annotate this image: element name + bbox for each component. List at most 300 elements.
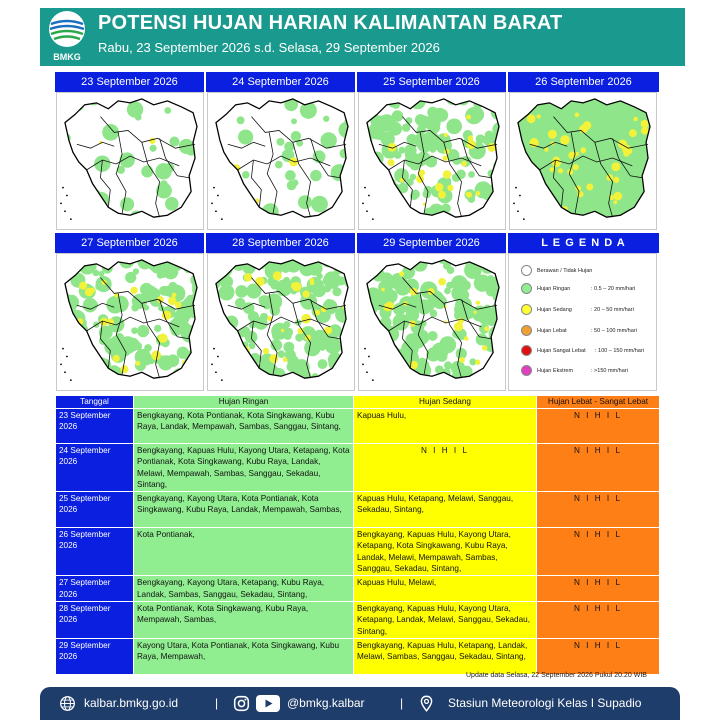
rain-cell-light: [359, 208, 367, 223]
rain-cell-moderate: [552, 158, 561, 167]
table-row: [56, 444, 660, 492]
rain-cell-light: [388, 122, 402, 136]
rain-cell-light: [572, 219, 588, 229]
rain-cell-light: [643, 149, 654, 160]
rain-cell-moderate: [263, 348, 269, 354]
rain-cell-moderate: [419, 170, 425, 176]
row-date: 27 September 2026: [56, 576, 134, 602]
rain-cell-light: [621, 221, 634, 229]
rain-cell-light: [307, 277, 323, 293]
row-sedang: Bengkayang, Kapuas Hulu, Kayong Utara, Ketapang, Landak, Melawi, Sanggau, Sekadau, Sintang,: [354, 601, 537, 638]
legend-swatch: [521, 325, 532, 336]
rain-cell-light: [632, 148, 642, 158]
rain-cell-moderate: [586, 183, 593, 190]
row-sedang: Bengkayang, Kapuas Hulu, Kayong Utara, Ketapang, Kota Singkawang, Kubu Raya, Landak, Melawi, Mempawah, Sambas, Sanggau, Sekadau, Sintang,: [354, 528, 537, 576]
legend-item-name: Hujan Sedang: [537, 307, 572, 313]
rain-cell-light: [363, 109, 369, 115]
rain-cell-light: [394, 151, 402, 159]
map-date-label: 27 September 2026: [55, 233, 204, 253]
rain-cell-light: [524, 123, 531, 130]
rain-cell-light: [607, 223, 616, 229]
table-header-sedang: Hujan Sedang: [354, 396, 537, 409]
rain-cell-light: [208, 93, 219, 100]
rain-cell-moderate: [484, 326, 489, 331]
row-sedang: N I H I L: [354, 444, 537, 492]
rain-cell-light: [388, 97, 399, 108]
page-subtitle: Rabu, 23 September 2026 s.d. Selasa, 29 September 2026: [98, 40, 440, 55]
rain-cell-light: [383, 344, 399, 360]
island-dot: [64, 371, 66, 373]
map-svg: [510, 93, 656, 229]
rain-cell-light: [483, 93, 491, 98]
bmkg-logo: [46, 10, 88, 62]
island-dot: [70, 379, 72, 381]
island-dot: [519, 195, 521, 197]
rain-cell-light: [262, 203, 279, 220]
row-lebat: N I H I L: [537, 638, 660, 674]
rain-cell-moderate: [289, 158, 298, 167]
rain-cell-light: [57, 332, 63, 340]
rain-cell-moderate: [531, 176, 537, 182]
rain-cell-light: [452, 125, 459, 132]
legend-item-name: Hujan Ringan: [537, 286, 571, 292]
rain-cell-light: [224, 258, 234, 268]
rain-cell-light: [238, 129, 253, 144]
rain-cell-light: [359, 380, 370, 390]
rain-cell-moderate: [151, 350, 161, 360]
legend-item-name: Berawan / Tidak Hujan: [537, 268, 593, 274]
rain-cell-light: [152, 222, 158, 228]
rain-cell-light: [235, 285, 248, 298]
rain-cell-light: [290, 220, 298, 228]
rain-cell-moderate: [283, 357, 288, 362]
footer-website[interactable]: kalbar.bmkg.go.id: [84, 696, 179, 710]
rain-cell-light: [360, 254, 367, 260]
rain-cell-light: [156, 183, 172, 199]
table-header-date: Tanggal: [56, 396, 134, 409]
rain-cell-light: [636, 223, 642, 229]
rain-cell-light: [217, 181, 224, 188]
rain-cell-light: [192, 254, 203, 263]
legend-swatch: [521, 365, 532, 376]
rain-cell-light: [475, 218, 491, 229]
rain-cell-light: [359, 369, 367, 377]
rain-cell-moderate: [464, 336, 469, 341]
rain-cell-moderate: [558, 168, 563, 173]
rain-cell-light: [518, 107, 527, 116]
rain-cell-light: [283, 377, 296, 390]
rain-cell-light: [482, 185, 498, 201]
row-date: 23 September 2026: [56, 409, 134, 444]
island-dot: [60, 363, 62, 365]
rain-cell-moderate: [548, 130, 557, 139]
island-dot: [60, 202, 62, 204]
rain-cell-light: [280, 216, 296, 229]
legend-item-range: : >150 mm/hari: [591, 368, 628, 374]
footer-bar: [40, 687, 680, 720]
row-ringan: Bengkayang, Kota Pontianak, Kota Singkawang, Kubu Raya, Landak, Mempawah, Sambas, Sanggau, Sintang,: [134, 409, 354, 444]
island-dot: [513, 202, 515, 204]
rain-cell-moderate: [180, 370, 183, 373]
rain-cell-light: [137, 325, 149, 337]
island-dot: [66, 195, 68, 197]
rain-cell-light: [387, 184, 395, 192]
island-dot: [366, 371, 368, 373]
rain-cell-light: [238, 364, 251, 377]
rain-cell-light: [98, 379, 109, 390]
rain-cell-light: [73, 99, 85, 111]
rain-cell-light: [644, 187, 656, 199]
rain-cell-light: [131, 327, 138, 334]
table-row: [56, 528, 660, 576]
rain-cell-light: [528, 211, 546, 229]
rain-cell-light: [560, 213, 573, 226]
rain-cell-light: [376, 357, 393, 374]
rain-cell-light: [74, 187, 80, 193]
rain-cell-light: [645, 196, 656, 208]
rain-cell-light: [259, 295, 271, 307]
rain-cell-light: [537, 216, 545, 224]
rain-cell-light: [359, 341, 369, 354]
table-row: [56, 601, 660, 638]
rain-cell-light: [360, 370, 377, 387]
table-header-lebat: Hujan Lebat - Sangat Lebat: [537, 396, 660, 409]
rain-cell-light: [271, 294, 281, 304]
footer-social[interactable]: @bmkg.kalbar: [287, 696, 365, 710]
page-title: POTENSI HUJAN HARIAN KALIMANTAN BARAT: [98, 12, 563, 34]
rain-cell-light: [82, 254, 99, 263]
rain-cell-light: [363, 307, 373, 317]
footer-separator: |: [400, 696, 404, 710]
rain-cell-light: [359, 349, 367, 358]
rain-cell-light: [335, 306, 351, 322]
rain-cell-light: [483, 308, 501, 326]
rain-cell-light: [208, 345, 213, 352]
island-dot: [64, 210, 66, 212]
rain-cell-light: [68, 160, 77, 169]
rain-cell-light: [225, 199, 232, 206]
rain-cell-light: [418, 254, 427, 261]
rain-cell-light: [212, 316, 225, 329]
rain-cell-light: [224, 258, 231, 265]
footer-separator: |: [215, 696, 219, 710]
rain-cell-light: [118, 377, 124, 383]
rain-cell-light: [533, 93, 542, 101]
rain-map: [358, 253, 506, 391]
rain-cell-moderate: [399, 271, 404, 276]
map-date-label: 29 September 2026: [357, 233, 506, 253]
island-dot: [70, 218, 72, 220]
rain-cell-light: [325, 299, 332, 306]
legend-item-name: Hujan Lebat: [537, 328, 567, 334]
rain-cell-light: [230, 357, 240, 367]
map-date-label: 28 September 2026: [206, 233, 355, 253]
rain-cell-light: [398, 377, 416, 390]
rain-cell-light: [65, 187, 79, 201]
rain-cell-moderate: [633, 117, 638, 122]
rain-cell-light: [493, 333, 500, 340]
rain-cell-light: [275, 161, 283, 169]
row-lebat: N I H I L: [537, 409, 660, 444]
rain-cell-light: [438, 254, 448, 264]
rain-cell-light: [539, 130, 545, 136]
rain-cell-light: [93, 269, 100, 276]
rain-cell-light: [384, 189, 397, 202]
rain-cell-moderate: [113, 355, 120, 362]
rain-cell-light: [323, 254, 334, 261]
legend-swatch: [521, 265, 532, 276]
rain-cell-light: [522, 214, 539, 229]
rain-cell-light: [413, 93, 422, 100]
rain-cell-light: [332, 287, 341, 296]
rain-cell-light: [497, 138, 505, 150]
rain-cell-light: [527, 191, 533, 197]
rain-cell-light: [73, 333, 83, 343]
rain-cell-light: [77, 324, 88, 335]
rain-cell-light: [318, 359, 328, 369]
youtube-icon[interactable]: [256, 695, 280, 712]
rain-cell-light: [405, 117, 412, 124]
row-ringan: Bengkayang, Kapuas Hulu, Kayong Utara, Ketapang, Kota Pontianak, Kota Singkawang, Kubu Raya, Landak, Melawi, Mempawah, Sambas, Sanggau, Sekadau, Sintang,: [134, 444, 354, 492]
rain-cell-light: [359, 292, 365, 303]
rain-cell-light: [330, 254, 340, 260]
island-dot: [366, 210, 368, 212]
rain-cell-light: [107, 221, 120, 229]
rain-cell-light: [360, 124, 366, 130]
rain-cell-light: [62, 108, 72, 118]
rain-map: [358, 92, 506, 230]
rain-cell-light: [215, 254, 231, 265]
rain-cell-moderate: [388, 159, 395, 166]
rain-cell-moderate: [476, 301, 480, 305]
rain-cell-light: [291, 363, 306, 378]
rain-cell-light: [237, 93, 250, 104]
rain-cell-light: [70, 180, 87, 197]
rain-cell-light: [454, 303, 466, 315]
rain-cell-light: [380, 317, 392, 329]
rain-cell-moderate: [438, 278, 445, 285]
rain-cell-light: [363, 154, 371, 162]
rain-cell-light: [108, 254, 117, 262]
rain-cell-light: [374, 336, 390, 352]
rain-cell-light: [377, 186, 387, 196]
rain-cell-light: [493, 345, 504, 356]
rain-cell-light: [164, 107, 171, 114]
row-sedang: Bengkayang, Kapuas Hulu, Ketapang, Landak, Melawi, Sambas, Sanggau, Sekadau, Sintang,: [354, 638, 537, 674]
rain-forecast-table: [55, 395, 660, 675]
table-header-ringan: Hujan Ringan: [134, 396, 354, 409]
rain-map: [56, 253, 204, 391]
rain-cell-light: [72, 370, 82, 380]
rain-cell-moderate: [580, 147, 586, 153]
rain-cell-light: [331, 164, 348, 181]
rain-cell-light: [359, 367, 367, 384]
legend-item-range: : 100 – 150 mm/hari: [595, 348, 644, 354]
rain-cell-light: [430, 310, 437, 317]
rain-cell-light: [406, 308, 420, 322]
island-dot: [364, 187, 366, 189]
rain-cell-light: [208, 108, 220, 120]
rain-cell-light: [433, 212, 448, 227]
rain-cell-moderate: [613, 177, 619, 183]
island-dot: [517, 210, 519, 212]
rain-cell-light: [133, 268, 139, 274]
rain-cell-light: [426, 347, 440, 361]
update-note: Update data Selasa, 22 September 2026 Pukul 20.20 WIB: [466, 672, 647, 679]
rain-cell-light: [510, 142, 518, 156]
rain-cell-light: [345, 348, 353, 356]
table-row: [56, 409, 660, 444]
rain-cell-light: [285, 170, 296, 181]
rain-cell-light: [540, 221, 547, 228]
rain-cell-light: [188, 356, 203, 372]
rain-cell-light: [499, 134, 505, 143]
map-date-label: 26 September 2026: [508, 72, 659, 92]
map-date-label: 23 September 2026: [55, 72, 204, 92]
rain-cell-moderate: [158, 334, 167, 343]
rain-cell-moderate: [466, 115, 471, 120]
rain-cell-light: [368, 337, 382, 351]
rain-cell-light: [219, 181, 230, 192]
map-svg: [208, 93, 354, 229]
row-lebat: N I H I L: [537, 576, 660, 602]
rain-cell-light: [428, 331, 438, 341]
rain-cell-moderate: [629, 129, 637, 137]
rain-cell-moderate: [447, 185, 453, 191]
rain-cell-light: [150, 145, 157, 152]
rain-cell-light: [120, 197, 134, 211]
rain-cell-light: [360, 138, 371, 149]
rain-cell-moderate: [459, 357, 465, 363]
rain-cell-light: [365, 266, 371, 272]
legend-swatch: [521, 304, 532, 315]
rain-cell-moderate: [244, 273, 252, 281]
island-dot: [362, 363, 364, 365]
rain-cell-moderate: [301, 314, 311, 324]
rain-cell-light: [67, 171, 79, 183]
island-dot: [362, 202, 364, 204]
rain-cell-light: [61, 254, 69, 262]
island-dot: [213, 187, 215, 189]
rain-cell-moderate: [527, 114, 536, 123]
rain-cell-moderate: [641, 120, 649, 128]
rain-cell-moderate: [536, 114, 540, 118]
rain-cell-moderate: [613, 200, 617, 204]
row-ringan: Kota Pontianak, Kota Singkawang, Kubu Raya, Mempawah, Sambas,: [134, 601, 354, 638]
rain-cell-moderate: [172, 293, 177, 298]
rain-cell-light: [182, 358, 199, 375]
instagram-icon[interactable]: [233, 695, 250, 712]
rain-cell-moderate: [560, 135, 570, 145]
rain-cell-light: [285, 328, 293, 336]
rain-cell-light: [377, 222, 390, 229]
row-ringan: Kayong Utara, Kota Pontianak, Kota Singkawang, Kubu Raya, Mempawah,: [134, 638, 354, 674]
rain-cell-light: [191, 340, 203, 355]
rain-cell-light: [490, 93, 501, 101]
rain-cell-light: [359, 93, 372, 107]
rain-cell-light: [192, 181, 201, 190]
rain-cell-light: [328, 93, 338, 99]
rain-cell-light: [192, 281, 203, 292]
island-dot: [211, 363, 213, 365]
row-sedang: Kapuas Hulu, Melawi,: [354, 576, 537, 602]
rain-cell-light: [359, 361, 369, 373]
rain-cell-light: [651, 201, 656, 210]
rain-cell-moderate: [613, 192, 622, 201]
legend-title: L E G E N D A: [508, 233, 659, 253]
rain-cell-light: [346, 264, 354, 277]
rain-cell-light: [406, 178, 413, 185]
rain-cell-light: [272, 332, 280, 340]
rain-cell-light: [187, 254, 201, 267]
rain-cell-light: [271, 339, 283, 351]
rain-cell-light: [398, 217, 416, 229]
island-dot: [213, 348, 215, 350]
rain-cell-light: [492, 97, 500, 105]
rain-cell-moderate: [473, 311, 476, 314]
rain-cell-moderate: [468, 135, 474, 141]
rain-cell-light: [377, 118, 391, 132]
rain-cell-light: [180, 216, 191, 227]
row-sedang: Kapuas Hulu, Ketapang, Melawi, Sanggau, Sekadau, Sintang,: [354, 492, 537, 528]
rain-cell-light: [142, 380, 154, 390]
rain-cell-light: [211, 158, 218, 165]
location-pin-icon: [418, 695, 435, 712]
rain-cell-light: [406, 93, 412, 97]
rain-cell-light: [249, 222, 257, 229]
rain-cell-light: [249, 342, 256, 349]
row-lebat: N I H I L: [537, 528, 660, 576]
rain-cell-light: [383, 345, 390, 352]
island-dot: [372, 379, 374, 381]
rain-cell-moderate: [626, 148, 632, 154]
map-date-label: 24 September 2026: [206, 72, 355, 92]
rain-cell-light: [344, 369, 351, 376]
rain-cell-light: [513, 99, 524, 110]
island-dot: [217, 356, 219, 358]
rain-cell-moderate: [410, 288, 418, 296]
rain-cell-moderate: [310, 281, 315, 286]
rain-cell-moderate: [292, 282, 302, 292]
rain-cell-moderate: [90, 288, 96, 294]
rain-cell-light: [135, 114, 142, 121]
rain-cell-light: [447, 266, 455, 274]
logo-text: BMKG: [53, 52, 81, 62]
rain-cell-light: [69, 193, 80, 204]
rain-cell-light: [643, 195, 656, 209]
map-svg: [359, 254, 505, 390]
rain-cell-moderate: [611, 162, 620, 171]
table-row: [56, 576, 660, 602]
rain-cell-light: [399, 93, 412, 104]
rain-cell-light: [435, 109, 448, 122]
rain-cell-light: [326, 254, 343, 266]
island-dot: [364, 348, 366, 350]
rain-cell-light: [57, 254, 69, 270]
island-dot: [215, 210, 217, 212]
rain-cell-light: [245, 331, 258, 344]
map-svg: [208, 254, 354, 390]
rain-cell-light: [618, 93, 628, 98]
rain-cell-light: [388, 199, 398, 209]
legend-item-range: : 20 – 50 mm/hari: [591, 307, 634, 313]
rain-cell-light: [142, 285, 158, 301]
rain-cell-light: [208, 260, 221, 278]
rain-cell-light: [298, 195, 312, 209]
rain-cell-light: [396, 93, 413, 102]
rain-cell-light: [67, 254, 76, 263]
rain-cell-light: [208, 375, 221, 390]
